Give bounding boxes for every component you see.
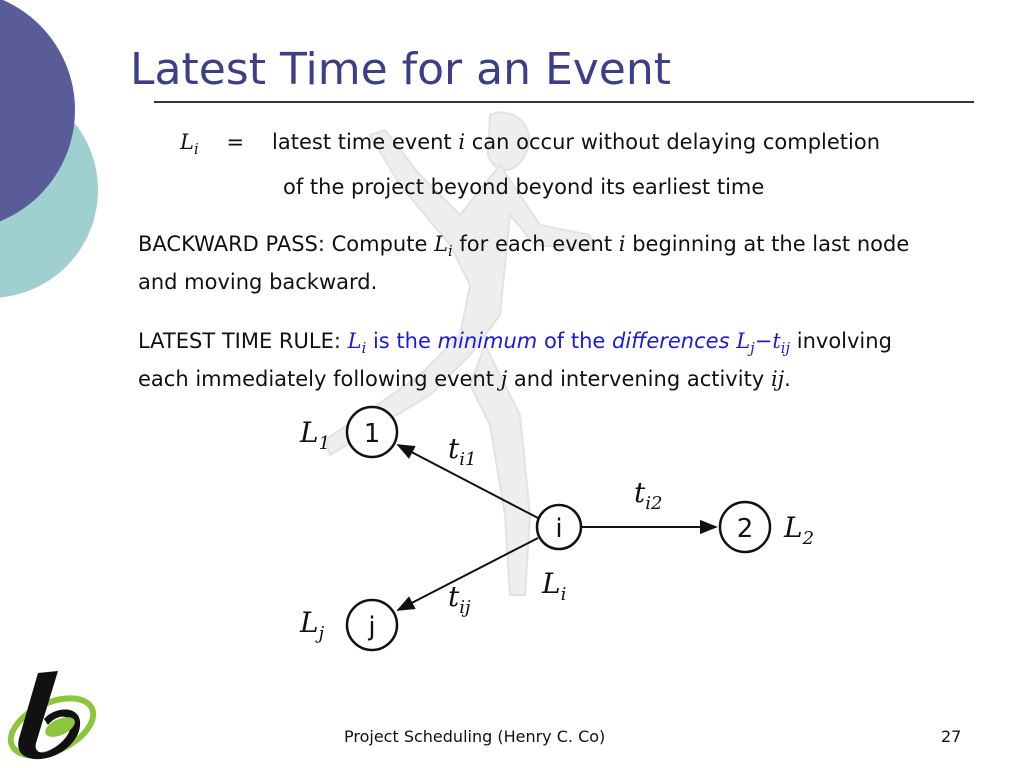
label-Li: $L_i$ [542,567,567,605]
rule-line2-var: j [500,367,508,391]
node-i-label: i [555,514,563,544]
definition-line-1 [180,130,880,158]
node-i [537,505,581,549]
rule-line2-end: . [784,367,791,391]
bp-tail: beginning at the last node [632,232,910,256]
rule-of-the: of the [543,329,606,353]
li-symbol: L [180,130,194,154]
rule-lj-sub: j [750,340,755,358]
network-diagram [290,400,850,660]
bp-lead: BACKWARD PASS: Compute [138,232,428,256]
node-j [347,600,397,650]
label-L1: $L_1$ [300,416,331,454]
li-symbol-sub: i [193,141,199,159]
rule-line2-a: each immediately following event [138,367,495,391]
page-number: 27 [941,727,962,746]
title-underline [154,101,974,103]
node-2 [720,502,770,552]
label-ti1: $t_{i1}$ [448,432,477,470]
slide-title: Latest Time for an Event [130,44,671,95]
bp-mid: for each event [459,232,613,256]
rule-t: t [772,329,781,353]
node-2-label: 2 [736,514,754,544]
rule-line2-var2: ij [770,367,785,391]
rule-line2-b: and intervening activity [513,367,765,391]
rule-involving: involving [796,329,892,353]
rule-differences: differences [612,329,730,353]
backward-pass-line-2: and moving backward. [138,270,378,294]
backward-pass-line-1 [138,232,909,260]
definition-line-2: of the project beyond beyond its earliest time [283,175,765,199]
label-tij: $t_{ij}$ [448,580,471,618]
equals-sign: = [226,130,245,154]
rule-t-sub: ij [780,340,791,358]
node-1-label: 1 [363,419,381,449]
def-var-i: i [458,130,466,154]
rule-lead: LATEST TIME RULE: [138,329,341,353]
rule-is-the: is the [372,329,431,353]
label-ti2: $t_{i2}$ [634,476,663,514]
latest-rule-line-1 [138,329,892,357]
bp-sym-sub: i [448,243,453,261]
latest-rule-line-2 [138,367,791,391]
bp-var: i [618,232,626,256]
def-text-b: can occur without delaying completion [471,130,881,154]
rule-sym-sub: i [361,340,367,358]
rule-minimum: minimum [437,329,538,353]
rule-minus: − [754,329,773,353]
def-text-a: latest time event [272,130,452,154]
node-1 [347,407,397,457]
b-logo [0,665,100,765]
node-j-label: j [368,612,376,642]
rule-lj: L [736,329,751,353]
label-Lj: $L_j$ [300,606,325,644]
label-L2: $L_2$ [784,511,815,549]
rule-sym: L [347,329,362,353]
bp-sym: L [434,232,449,256]
footer-text: Project Scheduling (Henry C. Co) [344,727,606,746]
corner-decoration [0,0,110,340]
